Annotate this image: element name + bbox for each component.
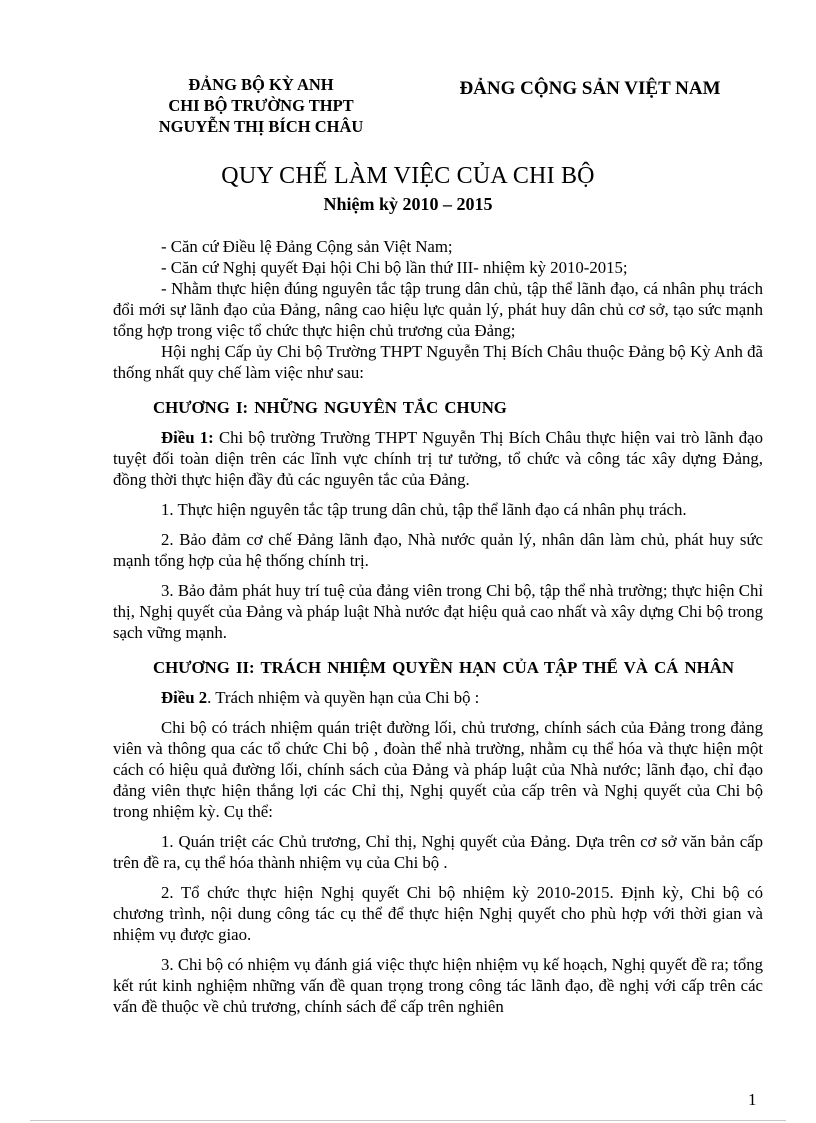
chapter-2-heading: CHƯƠNG II: TRÁCH NHIỆM QUYỀN HẠN CỦA TẬP THỂ VÀ CÁ NHÂN <box>153 658 734 677</box>
intro-paragraph: - Căn cứ Điều lệ Đảng Cộng sản Việt Nam; <box>161 237 453 256</box>
chapter-1-heading: CHƯƠNG I: NHỮNG NGUYÊN TẮC CHUNG <box>153 398 507 417</box>
article-2 <box>113 687 763 708</box>
header-left-line2: CHI BỘ TRƯỜNG THPT <box>168 96 354 115</box>
footer-divider <box>30 1120 786 1121</box>
party-name-header: ĐẢNG CỘNG SẢN VIỆT NAM <box>459 78 721 99</box>
article-2-text: . Trách nhiệm và quyền hạn của Chi bộ : <box>207 688 480 707</box>
document-term: Nhiệm kỳ 2010 – 2015 <box>323 194 493 214</box>
list-item: 1. Thực hiện nguyên tắc tập trung dân chủ, tập thể lãnh đạo cá nhân phụ trách. <box>161 500 687 519</box>
intro-paragraph: - Căn cứ Nghị quyết Đại hội Chi bộ lần thứ III- nhiệm kỳ 2010-2015; <box>161 258 628 277</box>
article-1 <box>113 427 763 490</box>
page-number: 1 <box>748 1090 757 1109</box>
list-item: 3. Chi bộ có nhiệm vụ đánh giá việc thực hiện nhiệm vụ kế hoạch, Nghị quyết đề ra; tổng kết rút kinh nghiệm những vấn đề quan trọng trong công tác lãnh đạo, đề nghị với cấp trên các vấn đề thuộc về chủ trương, chính sách để cấp trên nghiên <box>113 955 763 1016</box>
header-left-line3: NGUYỄN THỊ BÍCH CHÂU <box>158 117 364 136</box>
article-2-label: Điều 2 <box>161 688 208 707</box>
document-title: QUY CHẾ LÀM VIỆC CỦA CHI BỘ <box>221 163 595 189</box>
article-1-label: Điều 1: <box>161 428 214 447</box>
header-left-line1: ĐẢNG BỘ KỲ ANH <box>188 75 334 94</box>
party-unit-header <box>138 74 384 137</box>
article-2-paragraph: Chi bộ có trách nhiệm quán triệt đường lối, chủ trương, chính sách của Đảng trong đảng viên và thông qua các tổ chức Chi bộ , đoàn thể nhà trường, nhằm cụ thể hóa và thực hiện một cách có hiệu quả đường lối, chính sách của Đảng và pháp luật của Nhà nước; lãnh đạo, chỉ đạo đảng viên thực hiện thắng lợi các Chỉ thị, Nghị quyết của cấp trên và Nghị quyết của Chi bộ trong nhiệm kỳ. Cụ thể: <box>113 718 763 821</box>
list-item: 2. Tổ chức thực hiện Nghị quyết Chi bộ nhiệm kỳ 2010-2015. Định kỳ, Chi bộ có chương trình, nội dung công tác cụ thể để thực hiện Nghị quyết cho phù hợp với thời gian và nhiệm vụ được giao. <box>113 883 763 944</box>
list-item: 1. Quán triệt các Chủ trương, Chỉ thị, Nghị quyết của Đảng. Dựa trên cơ sở văn bản cấp trên đề ra, cụ thể hóa thành nhiệm vụ của Chi bộ . <box>113 832 763 872</box>
intro-paragraph: Hội nghị Cấp ủy Chi bộ Trường THPT Nguyễn Thị Bích Châu thuộc Đảng bộ Kỳ Anh đã thống nhất quy chế làm việc như sau: <box>113 342 763 382</box>
list-item: 2. Bảo đảm cơ chế Đảng lãnh đạo, Nhà nước quản lý, nhân dân làm chủ, phát huy sức mạnh tổng hợp của hệ thống chính trị. <box>113 530 763 570</box>
list-item: 3. Bảo đảm phát huy trí tuệ của đảng viên trong Chi bộ, tập thể nhà trường; thực hiện Chỉ thị, Nghị quyết của Đảng và pháp luật Nhà nước đạt hiệu quả cao nhất và xây dựng Chi bộ trong sạch vững mạnh. <box>113 581 763 642</box>
intro-paragraph: - Nhằm thực hiện đúng nguyên tắc tập trung dân chủ, tập thể lãnh đạo, cá nhân phụ trách đổi mới sự lãnh đạo của Đảng, nâng cao hiệu lực quản lý, phát huy dân chủ cơ sở, tạo sức mạnh tổng hợp trong việc tổ chức thực hiện chủ trương của Đảng; <box>113 279 763 340</box>
document-body <box>113 236 763 1017</box>
article-1-text: Chi bộ trường Trường THPT Nguyễn Thị Bích Châu thực hiện vai trò lãnh đạo tuyệt đối toàn diện trên các lĩnh vực chính trị tư tưởng, tổ chức và công tác xây dựng Đảng, đồng thời thực hiện đầy đủ các nguyên tắc của Đảng. <box>113 428 763 489</box>
